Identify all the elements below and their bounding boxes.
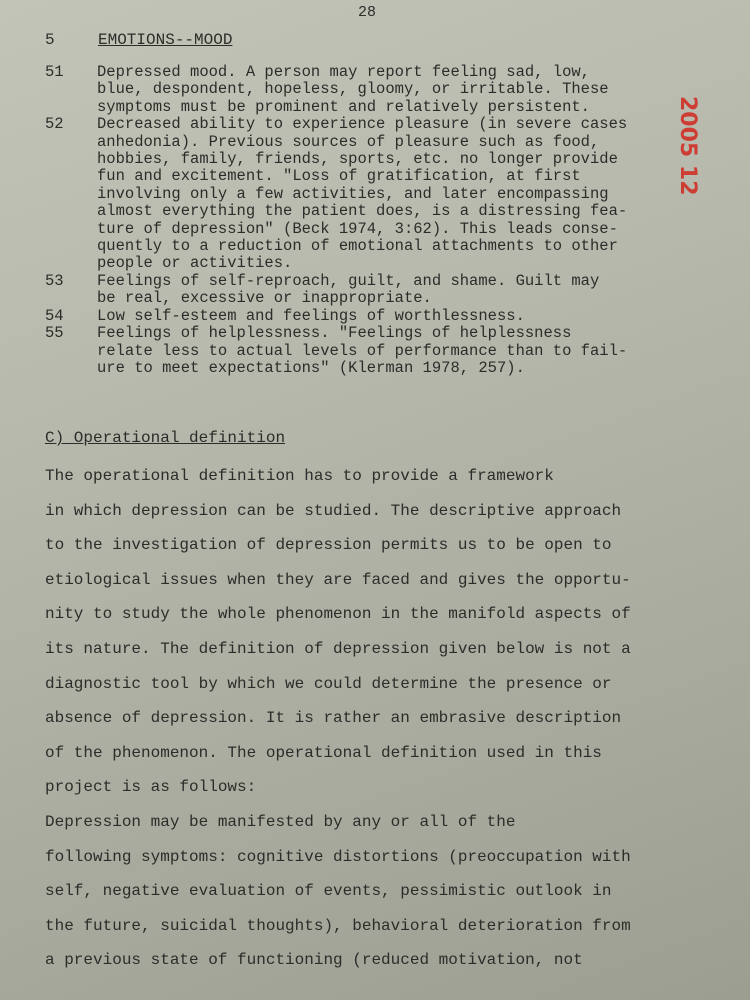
page-number: 28 <box>358 4 377 21</box>
item-text: Feelings of self-reproach, guilt, and shame. Guilt may be real, excessive or inappropriate. <box>97 271 600 308</box>
body-paragraph: Depression may be manifested by any or all of the following symptoms: cognitive distortions (preoccupation with self, negative evaluation of events, pessimistic outlook in the future, suicidal thoughts), behavioral deterioration from a previous state of functioning (reduced motivation, not <box>45 813 631 970</box>
item-text: Feelings of helplessness. "Feelings of helplessness relate less to actual levels of performance than to fail- ure to meet expectations" (Klerman 1978, 257). <box>97 324 628 377</box>
list-item <box>45 308 715 325</box>
list-item <box>45 325 715 377</box>
symptom-list <box>45 64 715 377</box>
list-item <box>45 116 715 273</box>
item-text: Decreased ability to experience pleasure (in severe cases anhedonia). Previous sources of pleasure such as food, hobbies, family, friends, sports, etc. no longer provide fun and excitement. "Loss of gratification, at first involving only a few activities, and later encompassing almost everything the patient does, is a distressing fea- ture of depression" (Beck 1974, 3:62). This leads conse- quently to a reduction of emotional attachments to other people or activities. <box>97 115 628 273</box>
date-stamp: 2005 12 <box>675 96 700 196</box>
item-number: 52 <box>45 115 64 134</box>
list-item <box>45 64 715 116</box>
subsection-title: C) Operational definition <box>45 429 286 447</box>
list-item <box>45 273 715 308</box>
item-number: 55 <box>45 324 64 343</box>
item-number: 51 <box>45 63 64 81</box>
section-heading <box>45 31 232 49</box>
item-text: Depressed mood. A person may report feeling sad, low, blue, despondent, hopeless, gloomy, or irritable. These symptoms must be prominent and relatively persistent. <box>97 63 609 116</box>
body-paragraph: The operational definition has to provide a framework in which depression can be studied. The descriptive approach to the investigation of depression permits us to be open to etiological issues when they are faced and gives the opportu- nity to study the whole phenomenon in the manifold aspects of its nature. The definition of depression given below is not a diagnostic tool by which we could determine the presence or absence of depression. It is rather an embrasive description of the phenomenon. The operational definition used in this project is as follows: <box>45 467 631 797</box>
section-number: 5 <box>45 31 55 49</box>
item-number: 53 <box>45 271 64 290</box>
item-number: 54 <box>45 306 64 325</box>
item-text: Low self-esteem and feelings of worthlessness. <box>97 306 525 325</box>
section-title: EMOTIONS--MOOD <box>98 31 233 49</box>
